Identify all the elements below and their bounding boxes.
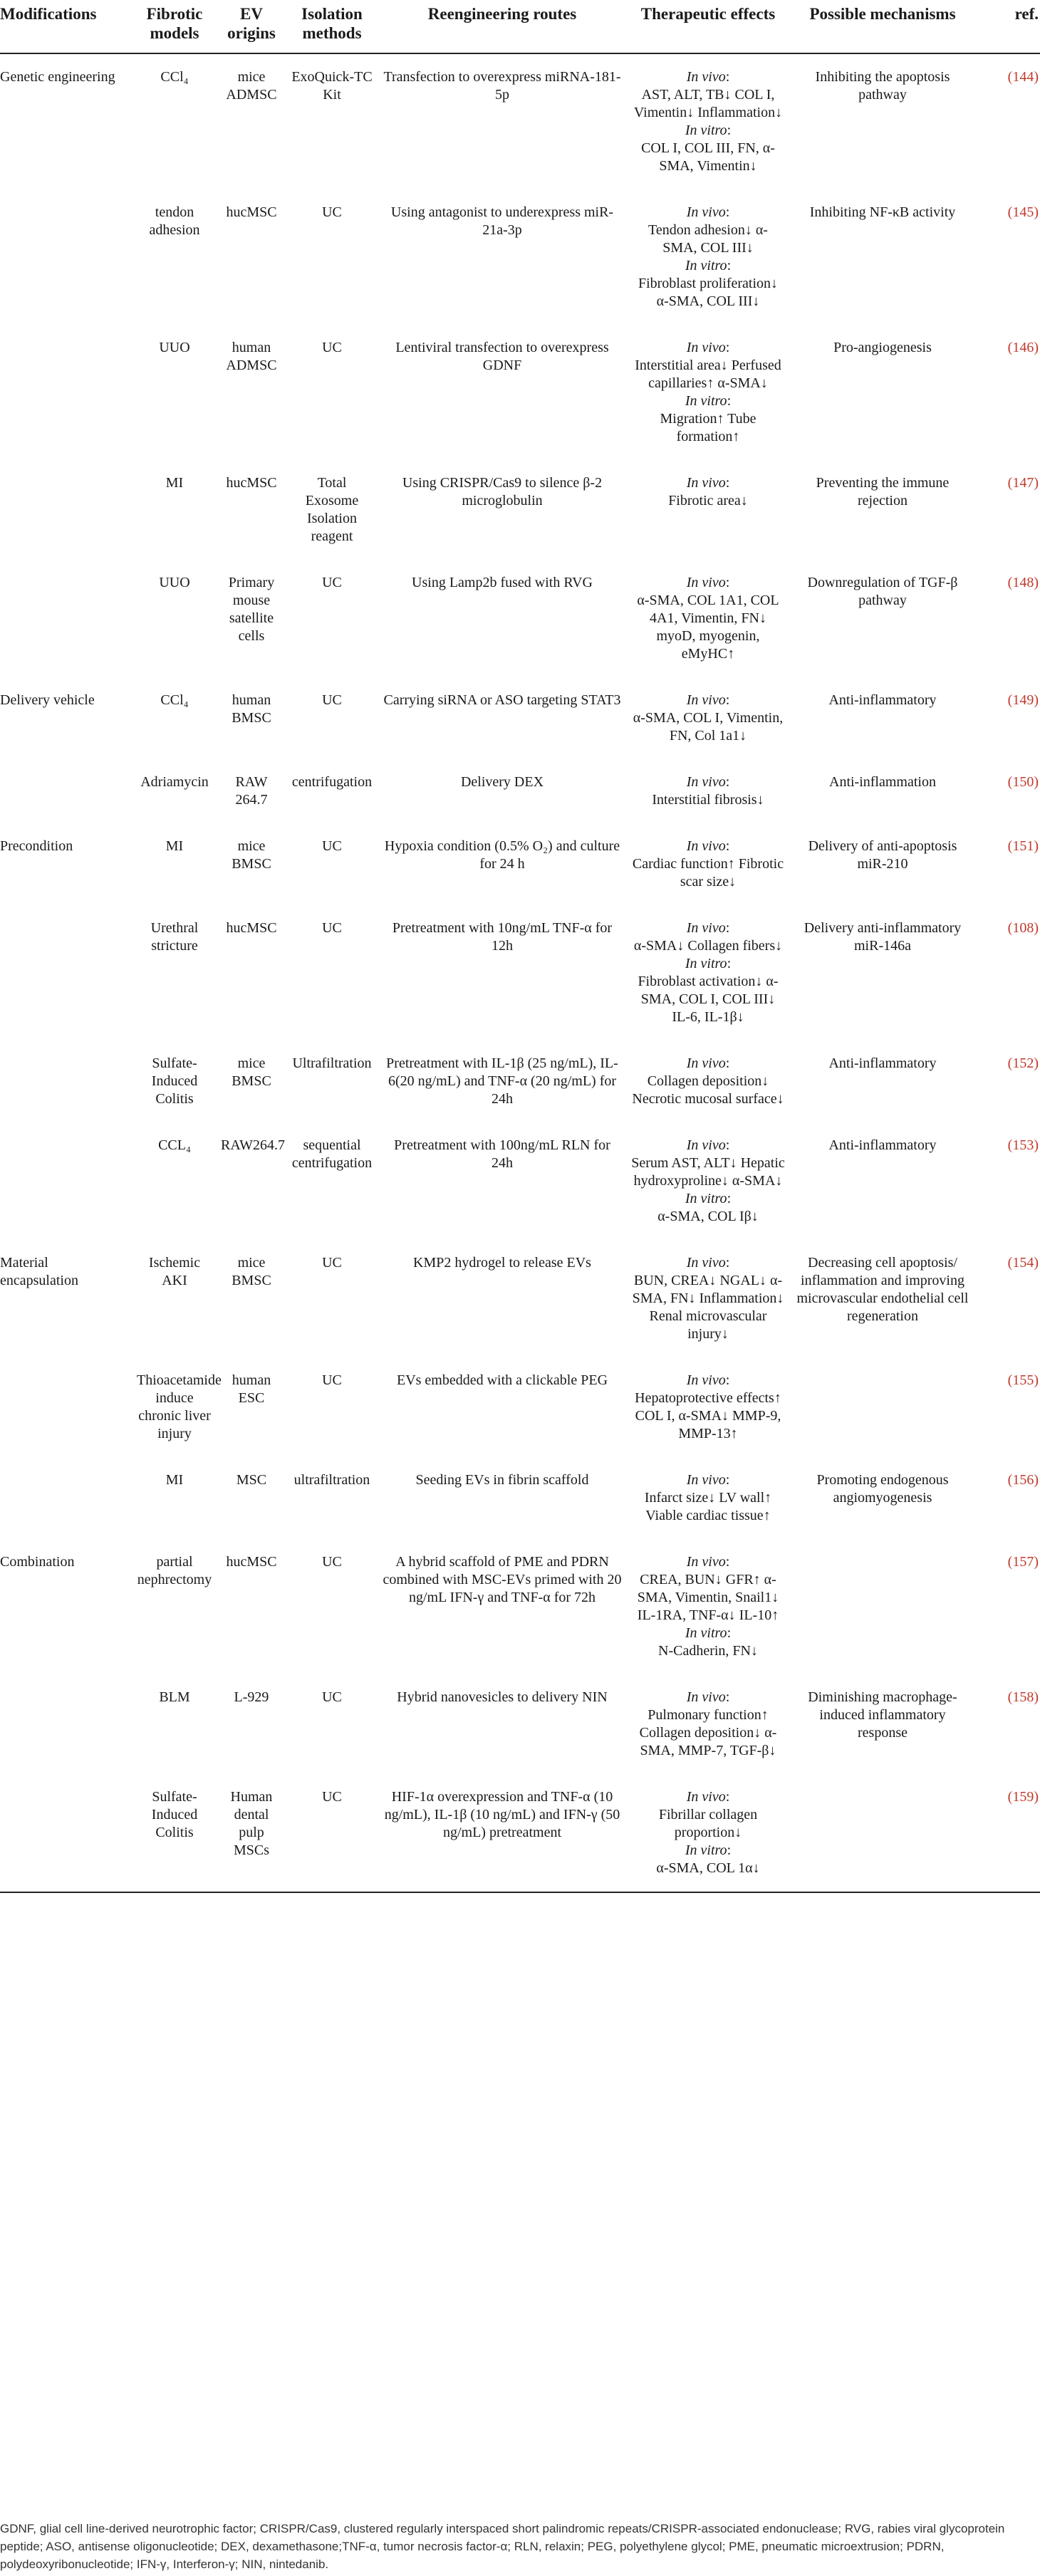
effect-block (631, 1055, 785, 1108)
cell-isolation-method: centrifugation (291, 774, 373, 790)
table-row (0, 677, 1040, 759)
cell-fibrotic-model: Ischemic AKI (148, 1255, 201, 1288)
effect-label: In vivo (686, 1689, 726, 1705)
effect-label: In vitro (685, 258, 727, 273)
effect-colon: : (727, 956, 732, 971)
cell-possible-mechanism: Anti-inflammatory (828, 1137, 937, 1153)
effect-label: In vitro (685, 393, 727, 409)
table-row (0, 1774, 1040, 1892)
effect-text: Migration↑ Tube formation↑ (660, 411, 756, 444)
cell-modification (0, 1357, 132, 1457)
cell-reengineering-route: HIF-1α overexpression and TNF-α (10 ng/mL), IL-1β (10 ng/mL) and IFN-γ (50 ng/mL) pretreatment (378, 1774, 627, 1892)
cell-isolation-method: UC (286, 1774, 378, 1892)
cell-ref[interactable]: (149) (1007, 692, 1039, 708)
effect-text: Infarct size↓ LV wall↑ Viable cardiac tissue↑ (644, 1490, 772, 1523)
effect-label: In vivo (686, 1372, 726, 1388)
cell-possible-mechanism: Inhibiting the apoptosis pathway (815, 69, 950, 103)
cell-fibrotic-model: partial nephrectomy (137, 1554, 212, 1587)
cell-isolation-method: ExoQuick-TC Kit (291, 69, 373, 103)
cell-possible-mechanism: Preventing the immune rejection (816, 475, 950, 509)
cell-modification: Delivery vehicle (0, 692, 95, 708)
effect-colon: : (725, 1554, 730, 1570)
cell-modification (0, 1122, 132, 1240)
cell-ev-origin: MSC (236, 1472, 267, 1488)
effect-text: BUN, CREA↓ NGAL↓ α-SMA, FN↓ Inflammation↓ Renal microvascular injury↓ (632, 1273, 784, 1342)
cell-reengineering-route: Pretreatment with 10ng/mL TNF-α for 12h (392, 920, 613, 954)
table-row (0, 1041, 1040, 1122)
effect-block (631, 1471, 785, 1525)
effect-colon: : (727, 393, 732, 409)
cell-ref[interactable]: (159) (976, 1774, 1040, 1892)
cell-modification (0, 1774, 132, 1892)
effect-block (631, 257, 785, 311)
cell-ev-origin: hucMSC (226, 204, 277, 220)
table-row (0, 1457, 1040, 1539)
cell-ev-origin: human ESC (232, 1372, 271, 1406)
table-row (0, 1674, 1040, 1774)
effect-block (631, 1553, 785, 1625)
effect-text: Tendon adhesion↓ α-SMA, COL III↓ (648, 222, 768, 256)
header-therapeutic-effects: Therapeutic effects (627, 0, 789, 53)
effect-label: In vivo (686, 204, 726, 220)
cell-ev-origin: Human dental pulp MSCs (217, 1774, 286, 1892)
cell-reengineering-route: Transfection to overexpress miRNA-181-5p (383, 69, 621, 103)
cell-ev-origin: human ADMSC (226, 340, 277, 373)
cell-isolation-method: UC (322, 204, 342, 220)
effect-text: CREA, BUN↓ GFR↑ α-SMA, Vimentin, Snail1↓ IL-1RA, TNF-α↓ IL-10↑ (637, 1572, 779, 1623)
table-row (0, 1122, 1040, 1240)
effect-text: Fibrotic area↓ (668, 493, 748, 509)
effect-text: COL I, COL III, FN, α-SMA, Vimentin↓ (641, 140, 775, 174)
cell-possible-mechanism: Anti-inflammation (829, 774, 936, 790)
effect-block (631, 1137, 785, 1190)
effect-block (631, 1788, 785, 1842)
effect-block (631, 955, 785, 1026)
cell-possible-mechanism: Promoting endogenous angiomyogenesis (816, 1472, 949, 1506)
cell-ref[interactable]: (148) (1007, 575, 1039, 590)
cell-reengineering-route: KMP2 hydrogel to release EVs (413, 1255, 591, 1271)
table-row (0, 189, 1040, 325)
cell-ref[interactable]: (151) (1007, 838, 1039, 854)
table-body (0, 53, 1040, 1892)
cell-ref[interactable]: (145) (1007, 204, 1039, 220)
effect-block (631, 204, 785, 257)
cell-therapeutic-effects (627, 1240, 789, 1357)
effect-label: In vitro (685, 122, 727, 138)
header-modifications: Modifications (0, 0, 132, 53)
cell-ref[interactable]: (153) (1007, 1137, 1039, 1153)
cell-fibrotic-model: MI (165, 1472, 184, 1488)
effect-label: In vivo (686, 1255, 726, 1271)
cell-modification (0, 460, 132, 560)
cell-reengineering-route: Seeding EVs in fibrin scaffold (415, 1472, 589, 1488)
cell-ev-origin: human BMSC (232, 692, 271, 726)
cell-possible-mechanism (789, 1357, 976, 1457)
cell-isolation-method: UC (322, 1689, 342, 1705)
effect-block (631, 392, 785, 446)
cell-ev-origin: mice BMSC (232, 1255, 271, 1288)
effect-colon: : (727, 122, 732, 138)
cell-fibrotic-model: BLM (159, 1689, 190, 1705)
effect-label: In vitro (685, 1625, 727, 1641)
effect-block (631, 339, 785, 392)
effect-label: In vivo (686, 1055, 726, 1071)
effect-colon: : (725, 692, 730, 708)
effect-text: Serum AST, ALT↓ Hepatic hydroxyproline↓ α-SMA↓ (631, 1155, 785, 1189)
cell-fibrotic-model: CCl₄ (160, 692, 189, 708)
effect-block (631, 122, 785, 175)
cell-isolation-method: Ultrafiltration (292, 1055, 372, 1071)
effect-label: In vivo (686, 774, 726, 790)
cell-possible-mechanism: Pro-angiogenesis (833, 340, 932, 355)
effect-block (631, 474, 785, 510)
table-row (0, 325, 1040, 460)
cell-fibrotic-model: Urethral stricture (150, 920, 199, 954)
cell-modification (0, 905, 132, 1041)
effect-colon: : (727, 1842, 732, 1858)
cell-reengineering-route: A hybrid scaffold of PME and PDRN combined with MSC-EVs primed with 20 ng/mL IFN-γ and TNF-α for 72h (383, 1554, 622, 1605)
cell-therapeutic-effects (627, 1357, 789, 1457)
effect-colon: : (725, 1372, 730, 1388)
cell-possible-mechanism: Inhibiting NF-κB activity (809, 204, 956, 220)
cell-ref[interactable]: (152) (1007, 1055, 1039, 1071)
cell-possible-mechanism: Anti-inflammatory (828, 1055, 937, 1071)
effect-label: In vivo (686, 692, 726, 708)
header-possible-mechanisms: Possible mechanisms (789, 0, 976, 53)
cell-ref[interactable]: (108) (1007, 920, 1039, 936)
effect-colon: : (725, 1472, 730, 1488)
table-row (0, 1357, 1040, 1457)
cell-possible-mechanism: Decreasing cell apoptosis/ inflammation and improving microvascular endothelial cell regeneration (796, 1255, 969, 1324)
cell-therapeutic-effects (627, 1122, 789, 1240)
table-row (0, 759, 1040, 823)
cell-reengineering-route: Hybrid nanovesicles to delivery NIN (397, 1689, 608, 1705)
effect-block (631, 1842, 785, 1877)
cell-reengineering-route: Lentiviral transfection to overexpress GDNF (395, 340, 609, 373)
table-header-row (0, 0, 1040, 53)
effect-label: In vivo (686, 838, 726, 854)
cell-fibrotic-model: UUO (159, 575, 190, 590)
cell-possible-mechanism (789, 1774, 976, 1892)
cell-modification (0, 1457, 132, 1539)
effect-label: In vivo (686, 1789, 726, 1805)
effect-text: α-SMA, COL I, Vimentin, FN, Col 1a1↓ (633, 710, 784, 744)
cell-possible-mechanism: Anti-inflammatory (828, 692, 937, 708)
effect-colon: : (725, 475, 730, 491)
cell-therapeutic-effects (627, 1041, 789, 1122)
effect-colon: : (725, 774, 730, 790)
effect-colon: : (727, 1191, 732, 1206)
cell-ev-origin: RAW264.7 (221, 1137, 286, 1153)
effect-colon: : (725, 340, 730, 355)
cell-ev-origin: hucMSC (226, 920, 277, 936)
cell-ev-origin: L-929 (234, 1689, 269, 1705)
cell-ev-origin: hucMSC (226, 1554, 277, 1570)
effect-colon: : (725, 1689, 730, 1705)
effect-colon: : (725, 920, 730, 936)
cell-fibrotic-model: tendon adhesion (149, 204, 200, 238)
effect-block (631, 574, 785, 663)
cell-reengineering-route: Hypoxia condition (0.5% O₂) and culture for 24 h (384, 838, 620, 872)
effect-colon: : (725, 1137, 730, 1153)
effect-colon: : (725, 204, 730, 220)
cell-isolation-method: UC (322, 1554, 342, 1570)
cell-reengineering-route: Carrying siRNA or ASO targeting STAT3 (383, 692, 621, 708)
effect-colon: : (727, 1625, 732, 1641)
cell-therapeutic-effects (627, 1457, 789, 1539)
effect-block (631, 68, 785, 122)
effect-colon: : (725, 69, 730, 85)
cell-ev-origin: mice BMSC (232, 1055, 271, 1089)
cell-therapeutic-effects (627, 189, 789, 325)
header-ref: ref. (976, 0, 1040, 53)
cell-modification (0, 1674, 132, 1774)
effect-text: α-SMA, COL 1α↓ (656, 1860, 760, 1876)
effect-text: Hepatoprotective effects↑ COL I, α-SMA↓ MMP-9, MMP-13↑ (635, 1390, 781, 1441)
table-footnote: GDNF, glial cell line-derived neurotrophic factor; CRISPR/Cas9, clustered regularly interspaced short palindromic repeats/CRISPR-associated endonuclease; RVG, rabies viral glycoprotein peptide; ASO, antisense oligonucleotide; DEX, dexamethasone;TNF-α, tumor necrosis factor-α; RLN, relaxin; PEG, polyethylene glycol; PME, pneumatic microextrusion; PDRN, polydeoxyribonucleotide; IFN-γ, Interferon-γ; NIN, nintedanib. (0, 2522, 1005, 2571)
cell-modification: Genetic engineering (0, 69, 115, 85)
cell-therapeutic-effects (627, 560, 789, 677)
cell-therapeutic-effects (627, 460, 789, 560)
effect-colon: : (725, 575, 730, 590)
cell-fibrotic-model: Sulfate-Induced Colitis (132, 1774, 217, 1892)
cell-isolation-method: UC (322, 340, 342, 355)
cell-ev-origin: RAW 264.7 (235, 774, 268, 808)
cell-therapeutic-effects (627, 53, 789, 189)
table-row (0, 905, 1040, 1041)
cell-ref[interactable]: (155) (1007, 1372, 1039, 1388)
cell-therapeutic-effects (627, 905, 789, 1041)
effect-text: Cardiac function↑ Fibrotic scar size↓ (632, 856, 784, 890)
cell-fibrotic-model: Thioacetamide induce chronic liver injury (137, 1372, 222, 1441)
cell-reengineering-route: Using CRISPR/Cas9 to silence β-2 microglobulin (402, 475, 603, 509)
cell-modification (0, 759, 132, 823)
cell-isolation-method: UC (322, 1255, 342, 1271)
effect-label: In vitro (685, 1191, 727, 1206)
table-row (0, 53, 1040, 189)
effect-text: Fibroblast proliferation↓ α-SMA, COL III↓ (638, 276, 779, 309)
effect-colon: : (727, 258, 732, 273)
effect-label: In vivo (686, 1137, 726, 1153)
effect-text: Interstitial area↓ Perfused capillaries↑ α-SMA↓ (635, 358, 781, 391)
cell-isolation-method: UC (322, 1372, 342, 1388)
effect-text: α-SMA↓ Collagen fibers↓ (633, 938, 783, 954)
effect-block (631, 1190, 785, 1226)
cell-ev-origin: hucMSC (226, 475, 277, 491)
effect-label: In vivo (686, 340, 726, 355)
cell-fibrotic-model: CCl₄ (160, 69, 189, 85)
effect-colon: : (725, 838, 730, 854)
effect-text: AST, ALT, TB↓ COL I, Vimentin↓ Inflammation↓ (633, 87, 783, 120)
effect-text: Pulmonary function↑ Collagen deposition↓ α-SMA, MMP-7, TGF-β↓ (639, 1707, 777, 1758)
cell-therapeutic-effects (627, 1774, 789, 1892)
cell-ref[interactable]: (156) (1007, 1472, 1039, 1488)
header-fibrotic-models: Fibrotic models (132, 0, 217, 53)
effect-block (631, 838, 785, 891)
effect-block (631, 1372, 785, 1443)
cell-modification (0, 560, 132, 677)
cell-therapeutic-effects (627, 1539, 789, 1674)
cell-ev-origin: mice BMSC (232, 838, 271, 872)
effect-colon: : (725, 1055, 730, 1071)
effect-label: In vivo (686, 475, 726, 491)
effect-text: Collagen deposition↓ Necrotic mucosal surface↓ (632, 1073, 784, 1107)
cell-reengineering-route: Pretreatment with 100ng/mL RLN for 24h (394, 1137, 610, 1171)
cell-isolation-method: Total Exosome Isolation reagent (305, 475, 359, 544)
cell-therapeutic-effects (627, 677, 789, 759)
cell-modification (0, 189, 132, 325)
cell-isolation-method: ultrafiltration (293, 1472, 370, 1488)
effect-text: N-Cadherin, FN↓ (658, 1643, 758, 1659)
cell-ref[interactable]: (154) (1007, 1255, 1039, 1271)
effect-block (631, 1689, 785, 1760)
cell-possible-mechanism: Diminishing macrophage-induced inflammatory response (808, 1689, 957, 1741)
effect-text: Interstitial fibrosis↓ (652, 792, 764, 808)
effect-block (631, 919, 785, 955)
cell-possible-mechanism: Delivery of anti-apoptosis miR-210 (808, 838, 957, 872)
cell-isolation-method: UC (322, 692, 342, 708)
cell-fibrotic-model: Adriamycin (140, 774, 209, 790)
cell-ref[interactable]: (157) (1007, 1554, 1039, 1570)
cell-isolation-method: UC (322, 838, 342, 854)
cell-therapeutic-effects (627, 823, 789, 905)
effect-text: α-SMA, COL 1A1, COL 4A1, Vimentin, FN↓ myoD, myogenin, eMyHC↑ (637, 593, 779, 662)
table-row (0, 1539, 1040, 1674)
effect-colon: : (725, 1255, 730, 1271)
effect-label: In vivo (686, 69, 726, 85)
cell-modification: Precondition (0, 838, 73, 854)
cell-ref[interactable]: (158) (1007, 1689, 1039, 1705)
effect-label: In vivo (686, 575, 726, 590)
cell-therapeutic-effects (627, 325, 789, 460)
cell-possible-mechanism: Downregulation of TGF-β pathway (807, 575, 958, 608)
effect-block (631, 773, 785, 809)
effect-label: In vivo (686, 1472, 726, 1488)
cell-modification (0, 325, 132, 460)
effect-label: In vivo (686, 1554, 726, 1570)
header-isolation-methods: Isolation methods (286, 0, 378, 53)
cell-reengineering-route: Using Lamp2b fused with RVG (412, 575, 593, 590)
cell-ev-origin: mice ADMSC (226, 69, 277, 103)
cell-modification: Combination (0, 1554, 75, 1570)
table-row (0, 460, 1040, 560)
effect-text: Fibrillar collagen proportion↓ (658, 1807, 758, 1840)
header-ev-origins: EV origins (217, 0, 286, 53)
effect-text: Fibroblast activation↓ α-SMA, COL I, COL III↓ IL-6, IL-1β↓ (638, 974, 779, 1025)
table-row (0, 560, 1040, 677)
cell-reengineering-route: Pretreatment with IL-1β (25 ng/mL), IL-6(20 ng/mL) and TNF-α (20 ng/mL) for 24h (386, 1055, 618, 1107)
cell-reengineering-route: Using antagonist to underexpress miR-21a-3p (390, 204, 614, 238)
effect-colon: : (725, 1789, 730, 1805)
cell-modification (0, 1041, 132, 1122)
effect-label: In vitro (685, 956, 727, 971)
cell-therapeutic-effects (627, 1674, 789, 1774)
cell-fibrotic-model: CCL₄ (158, 1137, 191, 1153)
effect-label: In vitro (685, 1842, 727, 1858)
table-row (0, 823, 1040, 905)
cell-possible-mechanism (789, 1539, 976, 1674)
cell-possible-mechanism: Delivery anti-inflammatory miR-146a (804, 920, 962, 954)
cell-reengineering-route: Delivery DEX (460, 774, 544, 790)
effect-block (631, 1254, 785, 1343)
cell-therapeutic-effects (627, 759, 789, 823)
cell-fibrotic-model: UUO (159, 340, 190, 355)
cell-reengineering-route: EVs embedded with a clickable PEG (396, 1372, 608, 1388)
cell-ref[interactable]: (146) (1007, 340, 1039, 355)
cell-isolation-method: UC (322, 575, 342, 590)
header-reengineering-routes: Reengineering routes (378, 0, 627, 53)
cell-ref[interactable]: (150) (1007, 774, 1039, 790)
effect-text: α-SMA, COL Iβ↓ (657, 1209, 759, 1224)
cell-fibrotic-model: Sulfate-Induced Colitis (151, 1055, 198, 1107)
effect-block (631, 1625, 785, 1660)
table-row (0, 1240, 1040, 1357)
cell-fibrotic-model: MI (165, 475, 184, 491)
cell-isolation-method: sequential centrifugation (291, 1137, 373, 1171)
cell-isolation-method: UC (322, 920, 342, 936)
cell-modification: Material encapsulation (0, 1255, 78, 1288)
cell-ref[interactable]: (147) (1007, 475, 1039, 491)
effect-label: In vivo (686, 920, 726, 936)
cell-ref[interactable]: (144) (1007, 69, 1039, 85)
cell-fibrotic-model: MI (165, 838, 184, 854)
cell-ev-origin: Primary mouse satellite cells (228, 575, 275, 644)
effect-block (631, 692, 785, 745)
